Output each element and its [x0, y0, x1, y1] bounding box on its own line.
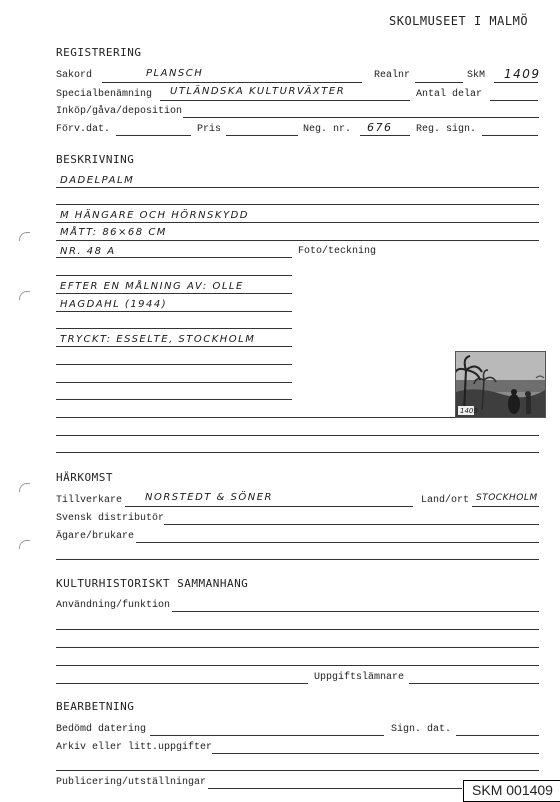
- skm-value[interactable]: 1409: [504, 67, 541, 81]
- reg-sign-line[interactable]: [482, 135, 538, 136]
- neg-nr-line: [360, 135, 410, 136]
- section-kulturhistoriskt: KULTURHISTORISKT SAMMANHANG: [56, 577, 249, 590]
- desc-line-8[interactable]: [56, 311, 292, 312]
- binder-hole-2: [19, 291, 30, 300]
- land-ort-label: Land/ort: [421, 495, 470, 506]
- desc-line-8-text: HAGDAHL (1944): [60, 299, 168, 310]
- anvandning-label: Användning/funktion: [56, 600, 171, 611]
- specialbenamning-line: [160, 100, 410, 101]
- reg-sign-label: Reg. sign.: [416, 124, 477, 135]
- desc-line-5-text: NR. 48 A: [60, 246, 116, 257]
- publicering-label: Publicering/utställningar: [56, 777, 207, 788]
- sakord-label: Sakord: [56, 70, 93, 81]
- desc-line-15[interactable]: [56, 435, 539, 436]
- publicering-line[interactable]: [208, 788, 462, 789]
- bedomd-datering-label: Bedömd datering: [56, 724, 147, 735]
- desc-line-4-text: MÅTT: 86×68 CM: [60, 227, 167, 238]
- uppgiftslamnare-line[interactable]: [409, 683, 539, 684]
- desc-line-3[interactable]: [56, 222, 539, 223]
- desc-line-9[interactable]: [56, 328, 292, 329]
- svensk-distributor-label: Svensk distributör: [56, 513, 165, 524]
- tillverkare-line: [125, 506, 413, 507]
- desc-line-4[interactable]: [56, 240, 539, 241]
- skm-label: SkM: [467, 70, 486, 81]
- desc-line-1-text: DADELPALM: [60, 175, 135, 186]
- arkiv-line[interactable]: [212, 753, 539, 754]
- desc-line-3-text: M HÄNGARE OCH HÖRNSKYDD: [60, 210, 249, 221]
- arkiv-label: Arkiv eller litt.uppgifter: [56, 742, 213, 753]
- svensk-distributor-line[interactable]: [164, 524, 539, 525]
- kultur-line-3[interactable]: [56, 647, 539, 648]
- specialbenamning-label: Specialbenämning: [56, 89, 153, 100]
- antal-delar-line[interactable]: [490, 100, 538, 101]
- land-ort-line: [472, 506, 539, 507]
- desc-line-2[interactable]: [56, 204, 539, 205]
- photo-thumbnail[interactable]: [455, 351, 546, 418]
- section-harkomst: HÄRKOMST: [56, 471, 113, 484]
- kultur-line-5[interactable]: [56, 683, 308, 684]
- sakord-value[interactable]: PLANSCH: [146, 68, 204, 79]
- desc-line-6[interactable]: [56, 275, 292, 276]
- desc-line-10[interactable]: [56, 346, 292, 347]
- desc-line-11[interactable]: [56, 364, 292, 365]
- sign-dat-line[interactable]: [456, 735, 539, 736]
- skm-line: [494, 82, 538, 83]
- forv-dat-line[interactable]: [116, 135, 191, 136]
- uppgiftslamnare-label: Uppgiftslämnare: [314, 672, 405, 683]
- forv-dat-label: Förv.dat.: [56, 124, 111, 135]
- harkomst-extra-line[interactable]: [56, 559, 539, 560]
- palm-landscape-image: [456, 352, 545, 417]
- realnr-label: Realnr: [374, 70, 411, 81]
- desc-line-16[interactable]: [56, 452, 539, 453]
- pris-line[interactable]: [226, 135, 298, 136]
- section-beskrivning: BESKRIVNING: [56, 153, 135, 166]
- specialbenamning-value[interactable]: UTLÄNDSKA KULTURVÄXTER: [170, 86, 346, 97]
- foto-label: Foto/teckning: [298, 246, 377, 257]
- desc-line-7[interactable]: [56, 293, 292, 294]
- sakord-line: [102, 82, 362, 83]
- inkop-label: Inköp/gåva/deposition: [56, 106, 183, 117]
- desc-line-12[interactable]: [56, 382, 292, 383]
- binder-hole-3: [19, 483, 30, 492]
- inkop-line[interactable]: [183, 117, 539, 118]
- antal-delar-label: Antal delar: [416, 89, 483, 100]
- binder-hole-1: [19, 232, 30, 241]
- agare-label: Ägare/brukare: [56, 531, 135, 542]
- photo-label: 1409: [460, 407, 478, 415]
- agare-line[interactable]: [136, 542, 539, 543]
- binder-hole-4: [19, 540, 30, 549]
- land-ort-value[interactable]: STOCKHOLM: [476, 493, 538, 503]
- desc-line-1[interactable]: [56, 187, 539, 188]
- section-bearbetning: BEARBETNING: [56, 700, 135, 713]
- realnr-line[interactable]: [415, 82, 463, 83]
- desc-line-10-text: TRYCKT: ESSELTE, STOCKHOLM: [60, 334, 256, 345]
- pris-label: Pris: [197, 124, 222, 135]
- desc-line-7-text: EFTER EN MÅLNING AV: OLLE: [60, 281, 244, 292]
- neg-nr-value[interactable]: 676: [367, 121, 393, 134]
- anvandning-line[interactable]: [172, 611, 539, 612]
- tillverkare-label: Tillverkare: [56, 495, 123, 506]
- inventory-stamp: SKM 001409: [463, 780, 560, 802]
- desc-line-13[interactable]: [56, 399, 292, 400]
- section-registrering: REGISTRERING: [56, 46, 142, 59]
- arkiv-extra-line[interactable]: [56, 770, 539, 771]
- neg-nr-label: Neg. nr.: [303, 124, 352, 135]
- sign-dat-label: Sign. dat.: [391, 724, 452, 735]
- bedomd-datering-line[interactable]: [150, 735, 384, 736]
- kultur-line-2[interactable]: [56, 629, 539, 630]
- museum-name: SKOLMUSEET I MALMÖ: [389, 14, 529, 28]
- kultur-line-4[interactable]: [56, 665, 539, 666]
- desc-line-5[interactable]: [56, 257, 292, 258]
- tillverkare-value[interactable]: NORSTEDT & SÖNER: [145, 492, 274, 503]
